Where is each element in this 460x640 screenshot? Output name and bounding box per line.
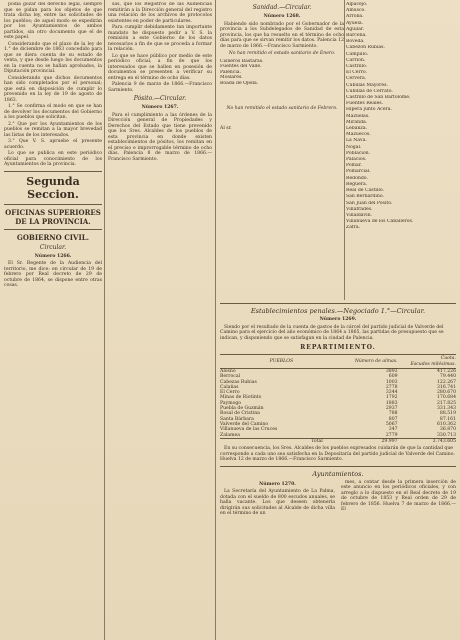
town-item: Mazuecos.: [346, 132, 371, 138]
town-item: Aguilar.: [346, 26, 365, 32]
penal-text: Siendo por el resultado de la cuenta de gastos de la cárcel del partido judicial de Valverde del Camino para el ejercicio del año económico de 1864 a 1865, las partidas de presupuesto que se indican, y disponiendo que se satisfagan en la ciudad de Palencia.: [220, 324, 444, 341]
circular-text: El Sr. Regente de la Audiencia del territorio, me dice: en circular de 19 de febrero por Real decreto de 29 de octubre de 1864, se dispone entre otras cosas.: [4, 261, 102, 288]
town-item: Palacios.: [346, 157, 367, 163]
cell-souls: 609: [388, 374, 398, 380]
cell-town: Berrocal: [220, 374, 241, 380]
sanidad-number: Número 1268.: [263, 14, 301, 19]
paragraph: 2.° Que por los Ayuntamientos de los pueblos se remitan a la mayor brevedad las listas de los interesados.: [4, 121, 102, 138]
cell-souls: 2778: [385, 384, 398, 390]
town-item: Mazuelas.: [346, 113, 370, 119]
town-item: Castrillo.: [346, 64, 368, 70]
cell-amount: 88.519: [439, 411, 456, 417]
penal-number: Número 1269.: [319, 317, 357, 322]
town-item: Fuentes Reales.: [346, 101, 384, 107]
cell-amount: 316.741: [437, 384, 456, 390]
cell-town: Cabezas Rubias: [220, 379, 257, 385]
cell-souls: 3344: [385, 390, 398, 396]
cell-town: Alosno: [220, 369, 236, 374]
cell-amount: 610.362: [437, 421, 456, 427]
cell-souls: 347: [388, 427, 398, 433]
cell-town: Santa Bárbara: [220, 416, 254, 422]
ayunt-left: [220, 480, 335, 518]
town-item: Amusco.: [346, 8, 366, 14]
column-3: [220, 2, 344, 302]
town-item: Bárcena.: [346, 33, 367, 39]
cell-amount: 331.343: [437, 406, 456, 412]
column-divider: [215, 0, 216, 640]
cell-amount: 417.226: [437, 369, 456, 374]
list-item: Boada de Ojeda.: [220, 80, 259, 86]
cell-amount: 122.267: [437, 379, 456, 385]
closing-text: En su consecuencia, los Sres. Alcaldes de los pueblos expresados cuidarán de que la cantidad que corresponde a cada uno sea satisfecha en la Depositaría del partido judicial de Valverde del Camino. Huelva 12 de marzo de 1866.—Francisco Sarmiento.: [220, 446, 455, 463]
paragraph: Para cumplir debidamente tan importante mandato he dispuesto pedir a V. S. la remisión a este Gobierno de los datos necesarios a fin de que se proceda a formar la relación.: [108, 25, 212, 52]
ayunt-number: Número 1270.: [259, 481, 296, 487]
cell-town: Rosal de Cristina: [220, 411, 260, 417]
list-item: Fuentes del Valle.: [220, 64, 262, 69]
posito-number: Número 1267.: [141, 105, 179, 110]
town-item: Bóveda.: [346, 39, 365, 45]
cell-souls: 1792: [385, 395, 398, 401]
col-header-almas: Número de almas.: [343, 355, 398, 369]
section-rule: [4, 204, 102, 205]
cell-souls: 2937: [385, 406, 398, 412]
town-item: Alpacejo.: [346, 2, 368, 7]
column-divider: [344, 0, 345, 300]
col-header-cuota: [398, 355, 456, 369]
section-title: Segunda Seccion.: [26, 174, 80, 201]
town-item: Villaldavín.: [346, 212, 373, 218]
town-item: Miranda.: [346, 119, 368, 125]
cuota-label: Cuota.: [440, 356, 456, 361]
paragraph: Considerando que el plazo de la ley de 1.° de diciembre de 1863 concedido para que se diera cuenta de su estado de venta, y que desde luego los documentos en la cuenta no se hallan aprobados, la Diputación provincial.: [4, 41, 102, 74]
town-item: Hiperá junto Acera.: [346, 107, 392, 113]
circular-title: Circular.: [39, 243, 67, 251]
cell-town: Villanueva de las Cruces: [220, 427, 278, 433]
column-divider: [104, 0, 105, 640]
cell-town: Paymogo: [220, 400, 242, 406]
cell-souls: 807: [388, 416, 398, 422]
paragraph: 1.° Se confirma el modo en que se han de devolver los documentos del Gobierno a los pueblos que solicitan.: [4, 104, 102, 120]
paragraph: sas, que los Registros de las Audiencias remitirán a la Dirección general del registro una relación de los archivos de protocolos existentes en poder de particulares.: [108, 2, 212, 24]
col-header-pueblos: PUEBLOS: [220, 355, 343, 369]
town-item: Ayuela.: [346, 20, 364, 26]
ayunt-left-text: La Secretaría del Ayuntamiento de La Palma, dotada con el sueldo de 800 escudos anuales, se halla vacante. Los que deseen obtenerla dirigirán sus solicitudes al Alcalde de dicha villa en el término de un: [220, 489, 335, 517]
cell-souls: 5067: [385, 421, 398, 427]
penal-title: Establecimientos penales.—Negociado 1.°—Circular.: [250, 307, 426, 315]
column-2: [108, 2, 212, 638]
section-rule: [4, 171, 102, 172]
town-item: Pomar.: [346, 163, 362, 169]
paragraph: 3.° Que V. S. apruebe el presente acuerdo.: [4, 139, 102, 150]
offices-title: OFICINAS SUPERIORES DE LA PROVINCIA.: [5, 207, 101, 226]
cell-amount: 280.670: [437, 390, 456, 396]
list2-title: No han remitido el estado sanitario de Febrero.: [226, 106, 338, 111]
repartimiento-title: REPARTIMIENTO.: [300, 344, 376, 351]
town-item: Cervera.: [346, 76, 367, 82]
town-item: Nogal.: [346, 144, 362, 150]
list-item: Cisneros Bastarás.: [220, 58, 264, 64]
cell-town: Puebla de Guzmán: [220, 406, 264, 412]
penal-section: [220, 300, 456, 518]
posito-title: Pósito.—Circular.: [133, 95, 187, 102]
cell-town: Valverde del Camino: [220, 421, 269, 427]
cell-town: Minas de Riotinto: [220, 395, 262, 401]
ayunt-columns: [220, 480, 456, 518]
gobierno-title: GOBIERNO CIVIL.: [16, 232, 90, 242]
town-item: Población.: [346, 150, 371, 156]
cell-amount: 217.825: [437, 400, 456, 406]
town-item: El Cerro.: [346, 70, 368, 76]
total-souls: 29.997: [381, 438, 398, 444]
town-item: San Juan del Pósito.: [346, 200, 393, 206]
ayunt-right-text: mes, a contar desde la primera inserción de este anuncio en los periódicos oficiales, y con arreglo a lo dispuesto en el Real decreto de 19 de octubre de 1853 y Real orden de 29 de febrero de 1856. Huelva 7 de marzo de 1866.—El: [341, 479, 456, 513]
total-amount: 3.743.605: [432, 438, 456, 444]
town-item: Real de Castillo.: [346, 188, 384, 194]
cell-amount: 170.684: [437, 395, 456, 401]
list2-tail: Al sr.: [220, 125, 232, 131]
town-item: Pomarcial.: [346, 169, 371, 175]
cell-souls: 1883: [385, 400, 398, 406]
sanidad-title: Sanidad.—Circular.: [252, 4, 312, 11]
column-1: [4, 2, 102, 638]
cell-souls: 2779: [385, 432, 398, 438]
section-rule: [220, 303, 456, 304]
town-item: Cubillas de Cerrato.: [346, 88, 393, 94]
posito-text: Para el cumplimiento a las órdenes de la Dirección general de Propiedades y Derechos del Estado que tiene prevenido que los Sres. Alcaldes de los pueblos de esta provincia en donde existen establecimientos de pósitos, los remitan en el preciso e improrrogable término de ocho días. Palencia 8 de marzo de 1866.—Francisco Sarmiento.: [108, 112, 212, 162]
cell-town: Calañas: [220, 384, 239, 390]
paragraph: podia gozar del derecho legal, siempre que se pidan para los objetos de que trata dicha ley, entre las solicitudes de los pueblos; de aquel modo se expedirán por los Ayuntamientos de ambos partidos, sin otro documento que el de este papel.: [4, 2, 102, 40]
list-item: Palencia.: [220, 69, 242, 75]
town-item: Zafra.: [346, 225, 361, 231]
cell-amount: 330.713: [437, 432, 456, 438]
town-item: Villanueva de los Caballeros.: [346, 219, 414, 225]
section-rule: [4, 229, 102, 230]
town-item: Campillo.: [346, 51, 369, 57]
escudos-label: Escudos milésimas.: [410, 361, 456, 367]
cell-souls: 3893: [385, 369, 398, 374]
town-item: Redondo.: [346, 175, 368, 181]
town-item: Lebanza.: [346, 126, 368, 132]
list1-title: No han remitido el estado sanitario de Enero.: [228, 51, 336, 56]
list1: [220, 59, 344, 87]
total-label: Total: [311, 438, 323, 444]
town-item: Castrillo de San Bartolomé.: [346, 95, 411, 101]
cell-amount: 87.161: [439, 416, 456, 422]
cell-amount: 79.440: [439, 374, 456, 380]
cell-souls: 788: [388, 411, 398, 417]
town-item: Carrión.: [346, 57, 366, 63]
paragraph: Lo que se publica en este periódico oficial para conocimiento de los Ayuntamientos de la provincia.: [4, 151, 102, 167]
town-item: Villafrades.: [346, 206, 373, 212]
town-item: Cubillas Mayores.: [346, 82, 388, 88]
column-4-towns: [346, 2, 456, 302]
paragraph: Considerando que dichos documentos han sido completados por el personal; que está en disposición de cumplir lo prevenido en la ley de 19 de agosto de 1863.: [4, 75, 102, 103]
town-item: Reguera.: [346, 181, 368, 187]
repartimiento-table: [220, 354, 456, 444]
ayunt-right: [341, 480, 456, 518]
paragraph: Lo que se hace público por medio de este periódico oficial, a fin de que los interesados que se hallen en posesión de documentos se presenten a verificar su entrega en el término de ocho días.: [108, 53, 212, 81]
town-item: La Nava.: [346, 138, 367, 144]
town-item: Arroba.: [346, 14, 364, 20]
list-item: Moslares.: [220, 75, 243, 80]
town-item: San Bernardino.: [346, 194, 385, 200]
sanidad-text: Habiendo sido nombrado por el Gobernador de la provincia a los Subdelegados de Sanidad de esta provincia, los que ha resuelto en el término de ocho días para que se sirvan remitir los datos. Palencia 12 de marzo de 1866.—Francisco Sarmiento.: [220, 21, 344, 49]
cell-souls: 1003: [385, 379, 398, 385]
town-item: Cabezón Rubias.: [346, 45, 385, 51]
cell-amount: 36.870: [439, 427, 456, 433]
cell-town: Zalamea: [220, 432, 240, 438]
circular-number: Número 1266.: [34, 253, 72, 259]
signature: Palencia 9 de marzo de 1866.—Francisco Sarmiento.: [108, 82, 212, 93]
section-rule: [220, 466, 456, 467]
ayunt-title: Ayuntamientos.: [312, 469, 364, 478]
cell-town: El Cerro: [220, 390, 240, 396]
